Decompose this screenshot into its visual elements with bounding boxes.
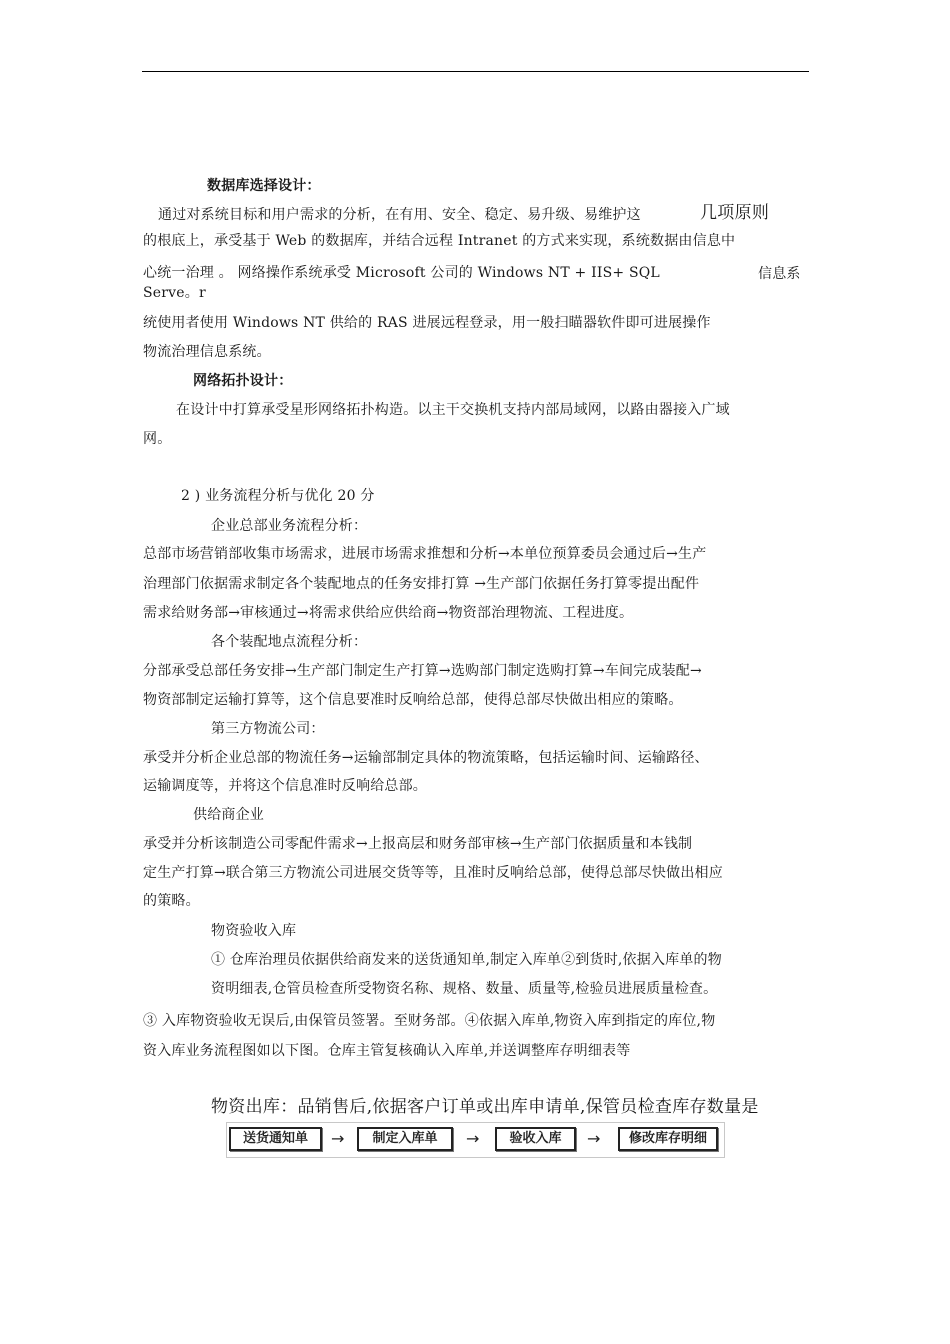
recv-line-1: ① 仓库治理员依据供给商发来的送货通知单,制定入库单②到货时,依据入库单的物 — [211, 952, 722, 968]
sup-heading: 供给商企业 — [193, 807, 264, 823]
db-line-3b: 信息系 — [758, 266, 801, 282]
hq-line-3: 需求给财务部→审核通过→将需求供给应供给商→物资部治理物流、工程进度。 — [143, 605, 634, 621]
net-heading: 网络拓扑设计： — [193, 373, 293, 389]
hq-line-1: 总部市场营销部收集市场需求，进展市场需求推想和分析→本单位预算委员会通过后→生产 — [143, 546, 707, 562]
out-line: 物资出库：品销售后,依据客户订单或出库申请单,保管员检查库存数量是 — [211, 1097, 759, 1117]
site-line-2: 物资部制定运输打算等，这个信息要准时反响给总部，使得总部尽快做出相应的策略。 — [143, 692, 683, 708]
hq-line-2: 治理部门依据需求制定各个装配地点的任务安排打算 →生产部门依据任务打算零提出配件 — [143, 576, 700, 592]
db-line-1a: 通过对系统目标和用户需求的分析，在有用、安全、稳定、易升级、易维护这 — [158, 207, 641, 223]
header-rule — [142, 71, 809, 72]
net-line-1: 在设计中打算承受星形网络拓扑构造。以主干交换机支持内部局域网，以路由器接入广域 — [176, 402, 730, 418]
db-line-1b: 几项原则 — [700, 203, 770, 223]
db-line-5: 统使用者使用 Windows NT 供给的 RAS 进展远程登录，用一般扫瞄器软件即可进展操作 — [143, 315, 711, 331]
db-line-3a: 心统一治理 。 网络操作系统承受 Microsoft 公司的 Windows NT + IIS+ SQL — [143, 265, 660, 281]
tpl-line-1: 承受并分析企业总部的物流任务→运输部制定具体的物流策略，包括运输时间、运输路径、 — [143, 750, 709, 766]
flow-step-update-inventory: 修改库存明细 — [618, 1127, 718, 1151]
site-line-1: 分部承受总部任务安排→生产部门制定生产打算→选购部门制定选购打算→车间完成装配→ — [143, 663, 702, 679]
db-line-2: 的根底上，承受基于 Web 的数据库，并结合远程 Intranet 的方式来实现，系统数据由信息中 — [143, 233, 736, 249]
receiving-flowchart — [226, 1122, 725, 1158]
flow-arrow-icon: → — [466, 1129, 480, 1148]
flow-step-delivery-note: 送货通知单 — [229, 1127, 322, 1151]
flow-step-inspect: 验收入库 — [495, 1127, 576, 1151]
site-heading: 各个装配地点流程分析： — [211, 634, 368, 650]
hq-heading: 企业总部业务流程分析： — [211, 518, 368, 534]
db-heading: 数据库选择设计： — [207, 178, 321, 194]
flow-arrow-icon: → — [587, 1129, 601, 1148]
flow-arrow-icon: → — [331, 1129, 345, 1148]
recv-line-4: 资入库业务流程图如以下图。仓库主管复核确认入库单,并送调整库存明细表等 — [143, 1043, 631, 1059]
flow-step-make-receipt: 制定入库单 — [357, 1127, 453, 1151]
sup-line-3: 的策略。 — [143, 893, 200, 909]
tpl-heading: 第三方物流公司： — [211, 721, 325, 737]
recv-line-2: 资明细表,仓管员检查所受物资名称、规格、数量、质量等,检验员进展质量检查。 — [211, 981, 718, 997]
db-line-4: Serve。r — [143, 285, 206, 301]
net-line-2: 网。 — [143, 431, 172, 447]
section2-title: 2 ) 业务流程分析与优化 20 分 — [181, 488, 375, 504]
recv-line-3: ③ 入库物资验收无误后,由保管员签署。至财务部。④依据入库单,物资入库到指定的库位,物 — [143, 1013, 716, 1029]
db-line-6: 物流治理信息系统。 — [143, 344, 271, 360]
recv-heading: 物资验收入库 — [211, 923, 297, 939]
tpl-line-2: 运输调度等，并将这个信息准时反响给总部。 — [143, 778, 427, 794]
sup-line-1: 承受并分析该制造公司零配件需求→上报高层和财务部审核→生产部门依据质量和本钱制 — [143, 836, 693, 852]
sup-line-2: 定生产打算→联合第三方物流公司进展交货等等，且准时反响给总部，使得总部尽快做出相应 — [143, 865, 723, 881]
